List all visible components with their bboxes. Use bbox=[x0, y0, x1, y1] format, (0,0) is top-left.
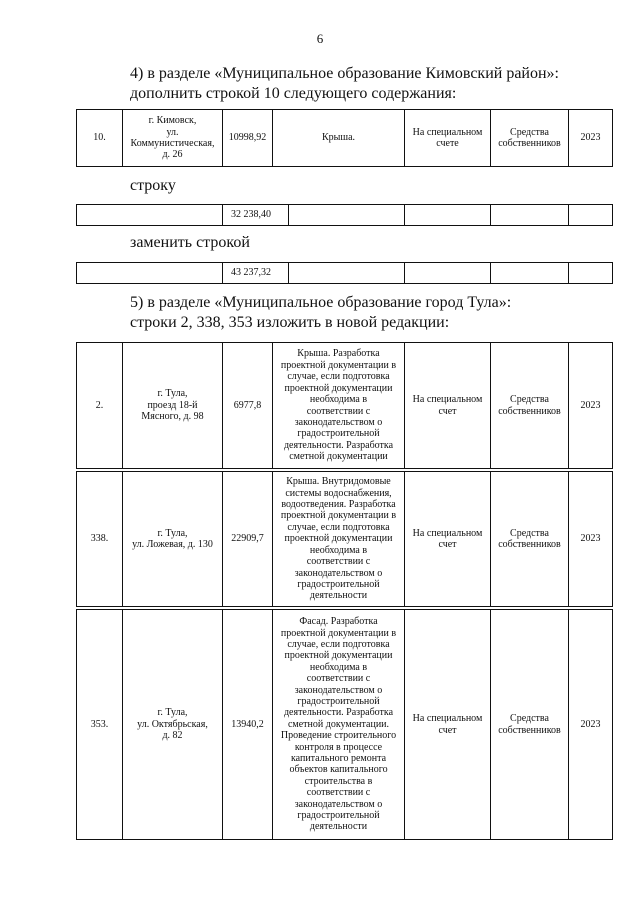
table-row bbox=[77, 205, 613, 226]
table-row bbox=[77, 343, 613, 469]
row-account: На специальном счет bbox=[405, 343, 491, 469]
section4-heading-line1: 4) в разделе «Муниципальное образование Кимовский район»: bbox=[130, 65, 559, 82]
row-source: Средства собственников bbox=[491, 472, 569, 607]
row-address: г. Кимовск, ул. Коммунистическая, д. 26 bbox=[123, 110, 223, 167]
row-address: г. Тула, ул. Октябрьская, д. 82 bbox=[123, 610, 223, 840]
row-source: Средства собственников bbox=[491, 110, 569, 167]
row-number: 353. bbox=[77, 610, 123, 840]
table-row bbox=[77, 110, 613, 167]
kimovsk-row-table bbox=[76, 109, 613, 167]
old-total-value: 32 238,40 bbox=[223, 205, 289, 226]
row-number: 338. bbox=[77, 472, 123, 607]
row-year: 2023 bbox=[569, 343, 613, 469]
row-source: Средства собственников bbox=[491, 343, 569, 469]
row-year: 2023 bbox=[569, 610, 613, 840]
table-row bbox=[77, 472, 613, 607]
table-row bbox=[77, 263, 613, 284]
row-area: 6977,8 bbox=[223, 343, 273, 469]
row-area: 10998,92 bbox=[223, 110, 273, 167]
row-account: На специальном счете bbox=[405, 110, 491, 167]
tula-row-2-table bbox=[76, 342, 613, 469]
section4-heading-line2: дополнить строкой 10 следующего содержания: bbox=[130, 85, 457, 102]
old-total-row-table bbox=[76, 204, 613, 226]
table-row bbox=[77, 610, 613, 840]
row-address: г. Тула, проезд 18-й Мясного, д. 98 bbox=[123, 343, 223, 469]
row-work-type: Крыша. bbox=[273, 110, 405, 167]
new-total-value: 43 237,32 bbox=[223, 263, 289, 284]
label-replace: заменить строкой bbox=[130, 234, 250, 251]
row-account: На специальном счет bbox=[405, 610, 491, 840]
row-year: 2023 bbox=[569, 110, 613, 167]
section5-heading-line1: 5) в разделе «Муниципальное образование город Тула»: bbox=[130, 294, 512, 311]
tula-row-338-table bbox=[76, 471, 613, 607]
row-address: г. Тула, ул. Ложевая, д. 130 bbox=[123, 472, 223, 607]
row-work-type: Фасад. Разработка проектной документации в случае, если подготовка проектной документации необходима в соответствии с законодательством о градостроительной деятельности. Разработка сметной документации. Проведение строительного контроля в процессе капитального ремонта объектов капитального строительства в соответствии с законодательством о градостроительной деятельности bbox=[273, 610, 405, 840]
row-number: 10. bbox=[77, 110, 123, 167]
row-area: 22909,7 bbox=[223, 472, 273, 607]
row-source: Средства собственников bbox=[491, 610, 569, 840]
row-work-type: Крыша. Разработка проектной документации в случае, если подготовка проектной документации необходима в соответствии с законодательством о градостроительной деятельности. Разработка сметной документации bbox=[273, 343, 405, 469]
row-year: 2023 bbox=[569, 472, 613, 607]
row-number: 2. bbox=[77, 343, 123, 469]
row-account: На специальном счет bbox=[405, 472, 491, 607]
row-work-type: Крыша. Внутридомовые системы водоснабжения, водоотведения. Разработка проектной документации в случае, если подготовка проектной документации необходима в соответствии с законодательством о градостроительной деятельности bbox=[273, 472, 405, 607]
new-total-row-table bbox=[76, 262, 613, 284]
page-number: 6 bbox=[316, 31, 324, 46]
label-row: строку bbox=[130, 177, 176, 194]
tula-row-353-table bbox=[76, 609, 613, 840]
section5-heading-line2: строки 2, 338, 353 изложить в новой редакции: bbox=[130, 314, 450, 331]
row-area: 13940,2 bbox=[223, 610, 273, 840]
